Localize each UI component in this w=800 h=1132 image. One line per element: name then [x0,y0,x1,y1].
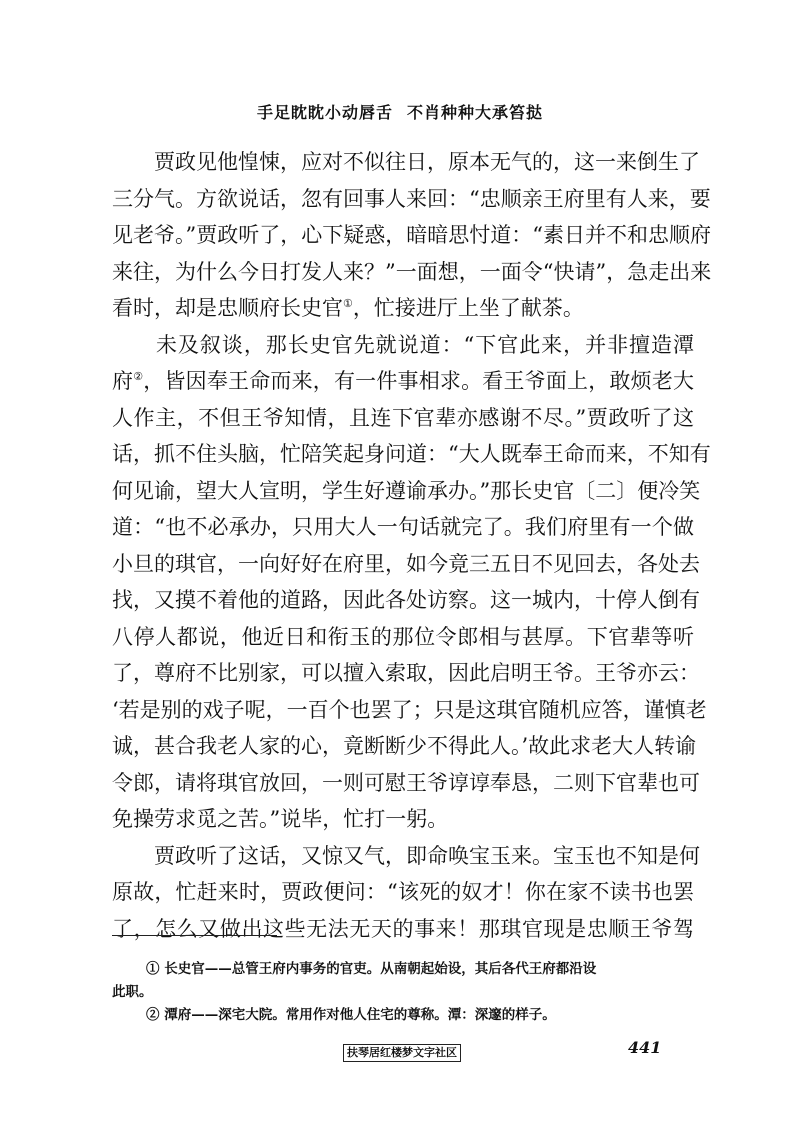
text-line: 原故，忙赶来时，贾政便问：“该死的奴才！你在家不读书也罢 [112,880,694,904]
text-line: 诚，甚合我老人家的心，竟断断少不得此人。’故此求老大人转谕 [112,734,697,758]
source-stamp: 扶琴居红楼梦文字社区 [343,1044,461,1062]
text-line: 未及叙谈，那长史官先就说道：“下官此来，并非擅造潭 [112,332,694,357]
footnote-marker: ② [133,370,144,383]
footnote-marker: ① [343,297,353,310]
text-line: 了，怎么又做出这些无法无天的事来！那琪官现是忠顺王爷驾 [112,916,694,941]
text-line: 何见谕，望大人宣明，学生好遵谕承办。”那长史官〔二〕便冷笑 [112,478,701,503]
footnote-2: ② 潭府——深宅大院。常用作对他人住宅的尊称。潭：深邃的样子。 [146,1007,556,1023]
text-line: 道：“也不必承办，只用大人一句话就完了。我们府里有一个做 [112,515,694,539]
text-line: 话，抓不住头脑，忙陪笑起身问道：“大人既奉王命而来，不知有 [112,442,711,466]
footnote-divider [112,935,277,936]
text-line: 贾政听了这话，又惊又气，即命唤宝玉来。宝玉也不知是何 [112,843,700,868]
text-line: 令郎，请将琪官放回，一则可慰王爷谆谆奉恳，二则下官辈也可 [112,770,700,795]
running-header [0,100,800,123]
text-line: 来往，为什么今日打发人来？”一面想，一面令“快请”，急走出来 [112,259,712,284]
text-line: 见老爷。”贾政听了，心下疑惑，暗暗思忖道：“素日并不和忠顺府 [112,223,711,247]
header-left: 手足眈眈小动唇舌 [256,103,393,122]
text-line: 三分气。方欲说话，忽有回事人来回：“忠顺亲王府里有人来，要 [112,186,711,211]
footnote-1: ① 长史官——总管王府内事务的官吏。从南朝起始设，其后各代王府都沿设 [146,961,597,977]
text-line: 找，又摸不着他的道路，因此各处访察。这一城内，十停人倒有 [112,588,700,612]
header-right: 不肖种种大承笞挞 [407,103,544,122]
footnote-1-cont: 此职。 [112,984,153,1000]
text-line: 贾政见他惶悚，应对不似往日，原本无气的，这一来倒生了 [112,150,700,174]
text-line: 看时，却是忠顺府长史官①，忙接进厅上坐了献茶。 [112,296,584,320]
text-line: 府②，皆因奉王命而来，有一件事相求。看王爷面上，敢烦老大 [112,369,695,393]
page-number: 441 [628,1038,662,1057]
text-line: 八停人都说，他近日和衔玉的那位令郎相与甚厚。下官辈等听 [112,624,694,649]
text-line: 小旦的琪官，一向好好在府里，如今竟三五日不见回去，各处去 [112,551,700,576]
text-line: 人作主，不但王爷知情，且连下官辈亦感谢不尽。”贾政听了这 [112,405,694,430]
footnotes [112,958,694,1027]
body-text [112,144,712,947]
text-line: 了，尊府不比别家，可以擅入索取，因此启明王爷。王爷亦云： [112,661,700,685]
text-line: ‘若是别的戏子呢，一百个也罢了；只是这琪官随机应答，谨慎老 [112,697,707,722]
text-line: 免操劳求觅之苦。”说毕，忙打一躬。 [112,807,449,831]
